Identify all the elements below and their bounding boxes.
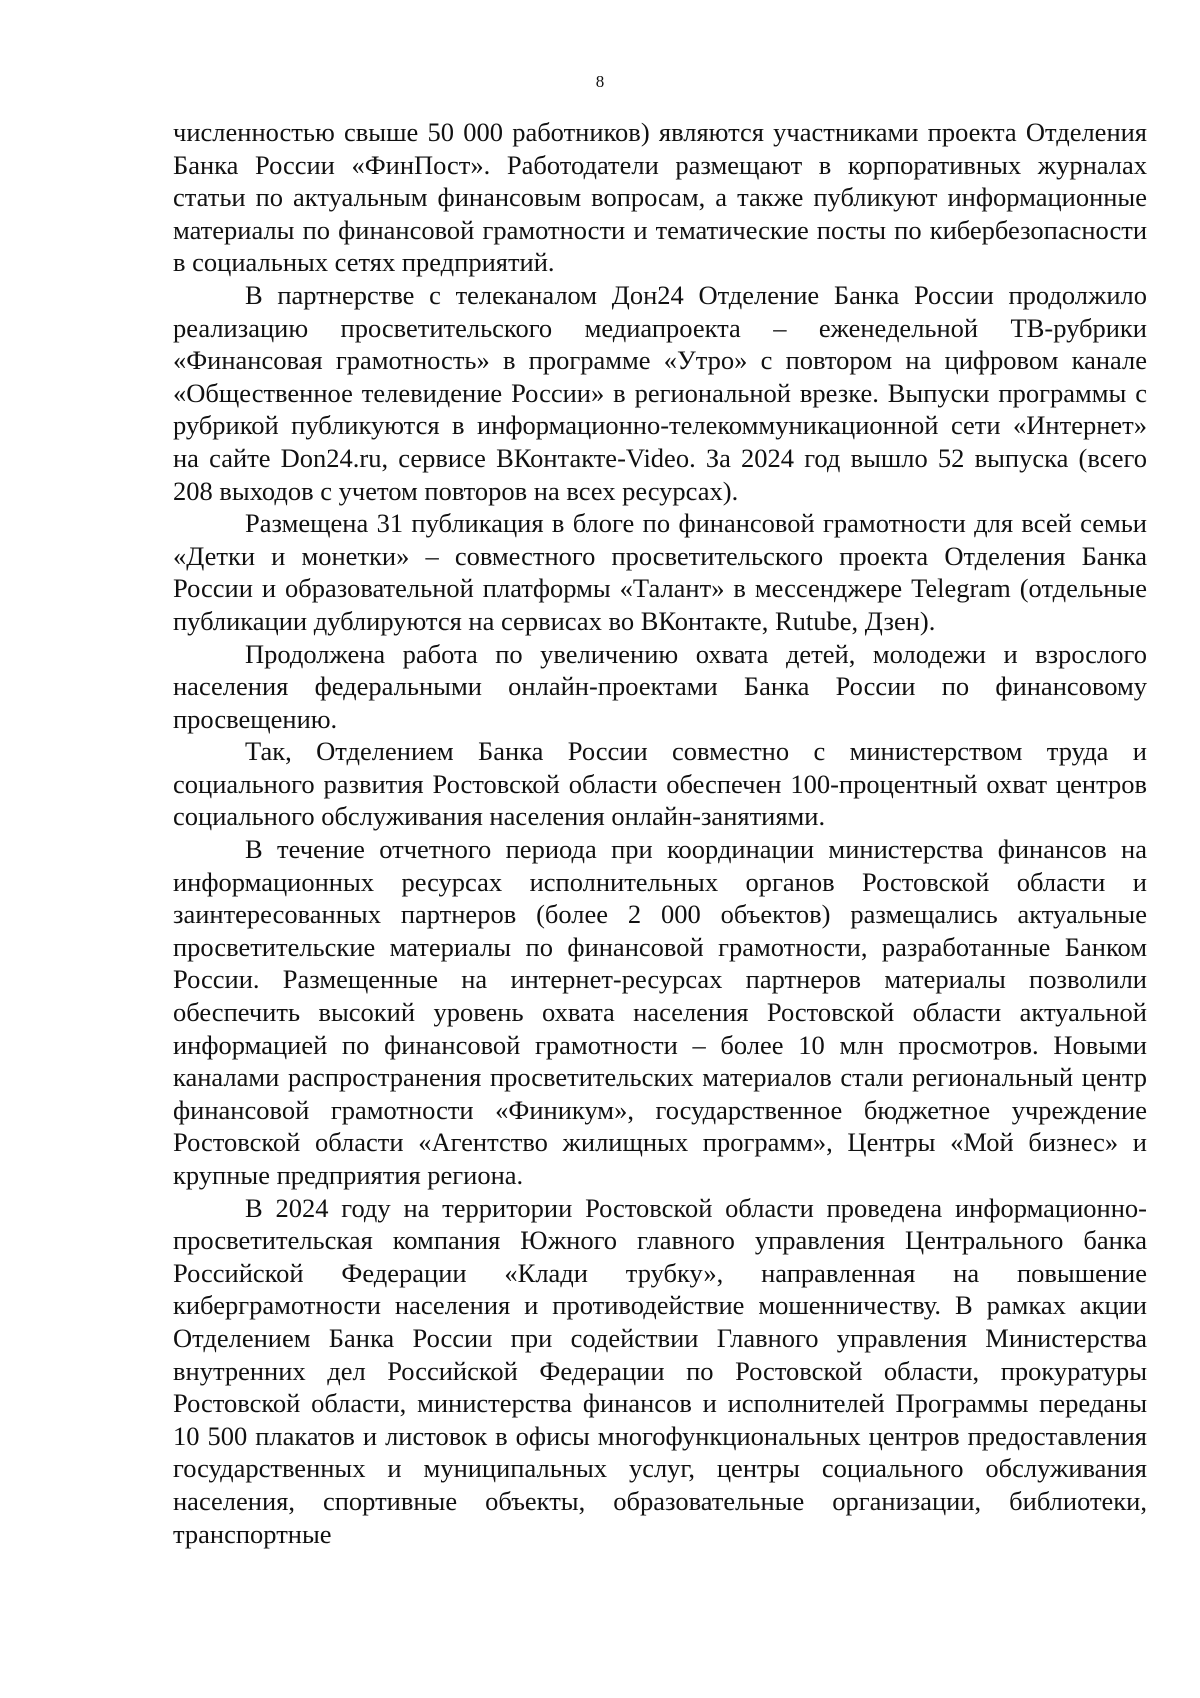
page-number: 8: [595, 72, 605, 91]
paragraph-kladi-trubku: В 2024 году на территории Ростовской области проведена информационно-просветительская компания Южного главного управления Центрального банка Российской Федерации «Клади трубку», направленная на повышение киберграмотности населения и противодействие мошенничеству. В рамках акции Отделением Банка России при содействии Главного управления Министерства внутренних дел Российской Федерации по Ростовской области, прокуратуры Ростовской области, министерства финансов и исполнителей Программы переданы 10 500 плакатов и листовок в офисы многофункциональных центров предоставления государственных и муниципальных услуг, центры социального обслуживания населения, спортивные объекты, образовательные организации, библиотеки, транспортные: [173, 1192, 1147, 1549]
paragraph-don24: В партнерстве с телеканалом Дон24 Отделение Банка России продолжило реализацию просветительского медиапроекта – еженедельной ТВ-рубрики «Финансовая грамотность» в программе «Утро» с повтором на цифровом канале «Общественное телевидение России» в региональной врезке. Выпуски программы с рубрикой публикуются в информационно-телекоммуникационной сети «Интернет» на сайте Don24.ru, сервисе ВКонтакте-Video. За 2024 год вышло 52 выпуска (всего 208 выходов с учетом повторов на всех ресурсах).: [173, 279, 1147, 506]
paragraph-detki-i-monetki: Размещена 31 публикация в блоге по финансовой грамотности для всей семьи «Детки и монетки» – совместного просветительского проекта Отделения Банка России и образовательной платформы «Талант» в мессенджере Telegram (отдельные публикации дублируются на сервисах во ВКонтакте, Rutube, Дзен).: [173, 508, 1147, 636]
paragraph-social-centers: Так, Отделением Банка России совместно с министерством труда и социального развития Ростовской области обеспечен 100-процентный охват центров социального обслуживания населения онлайн-занятиями.: [173, 736, 1147, 832]
paragraph-information-resources: В течение отчетного периода при координации министерства финансов на информационных ресурсах исполнительных органов Ростовской области и заинтересованных партнеров (более 2 000 объектов) размещались актуальные просветительские материалы по финансовой грамотности, разработанные Банком России. Размещенные на интернет-ресурсах партнеров материалы позволили обеспечить высокий уровень охвата населения Ростовской области актуальной информацией по финансовой грамотности – более 10 млн просмотров. Новыми каналами распространения просветительских материалов стали региональный центр финансовой грамотности «Финикум», государственное бюджетное учреждение Ростовской области «Агентство жилищных программ», Центры «Мой бизнес» и крупные предприятия региона.: [173, 834, 1147, 1190]
document-body: [173, 116, 1147, 1550]
paragraph-online-projects: Продолжена работа по увеличению охвата детей, молодежи и взрослого населения федеральными онлайн-проектами Банка России по финансовому просвещению.: [173, 638, 1147, 734]
paragraph-finpost: численностью свыше 50 000 работников) являются участниками проекта Отделения Банка России «ФинПост». Работодатели размещают в корпоративных журналах статьи по актуальным финансовым вопросам, а также публикуют информационные материалы по финансовой грамотности и тематические посты по кибербезопасности в социальных сетях предприятий.: [173, 117, 1147, 278]
